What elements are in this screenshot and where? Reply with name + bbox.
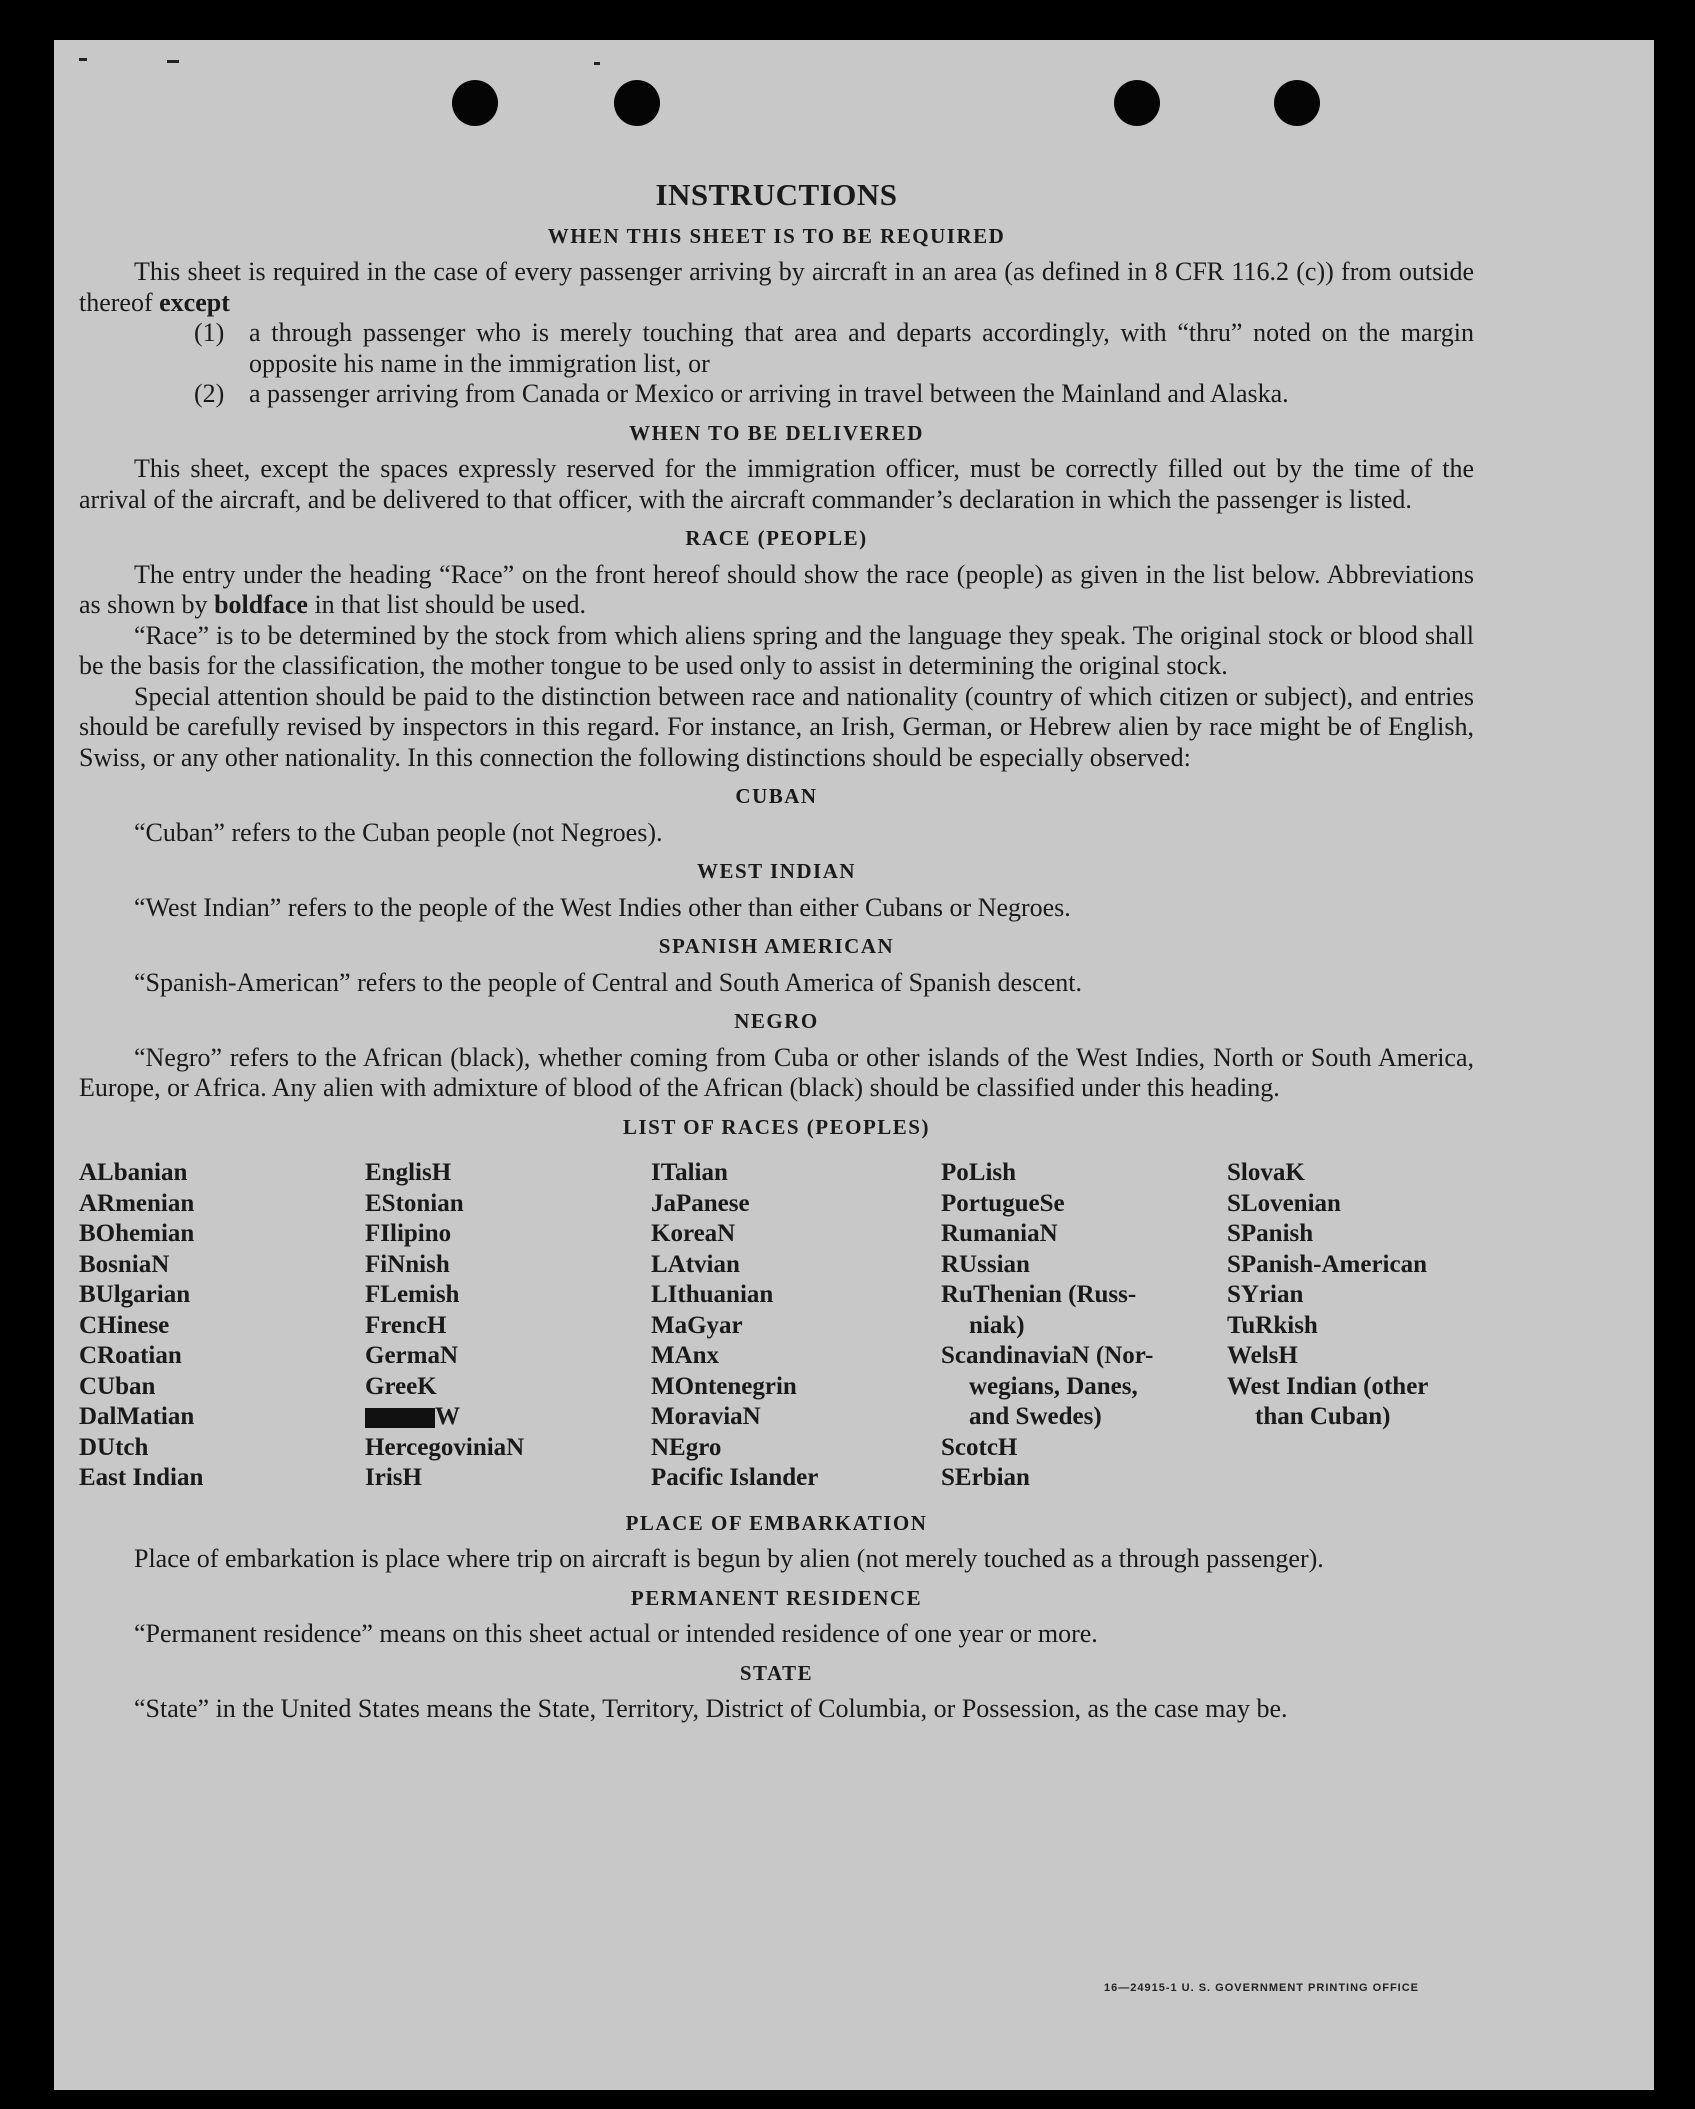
punch-hole [452,80,498,126]
negro-text: “Negro” refers to the African (black), whether coming from Cuba or other islands of the West Indies, North or South America, Europe, or Africa. Any alien with admixture of blood of the African (black) should be classified under this heading. [79,1042,1474,1102]
race-entry-text: W [435,1403,460,1430]
race-entry: FIlipino [365,1220,452,1247]
race-entry: RuThenian (Russ- [941,1281,1137,1308]
race-entry: BUlgarian [79,1281,191,1308]
speck [167,60,179,63]
heading-cuban: CUBAN [735,784,818,808]
race-entry: MOntenegrin [651,1372,797,1400]
race-entry [365,1402,651,1433]
races-column [365,1158,651,1494]
heading-required: WHEN THIS SHEET IS TO BE REQUIRED [547,223,1006,248]
race-entry: MaGyar [651,1311,743,1339]
delivered-text: This sheet, except the spaces expressly reserved for the immigration officer, must be correctly filled out by the time of the arrival of the aircraft, and be delivered to that officer, with the aircraft commander’s declaration in which the passenger is listed. [79,454,1474,514]
race-entry: EStonian [365,1189,464,1217]
redaction-mark [365,1408,435,1428]
speck [594,62,600,65]
race-entry: EnglisH [365,1159,452,1186]
required-item: (1) a through passenger who is merely touching that area and departs accordingly, with “thru” noted on the margin opposite his name in the immigration list, or [194,318,1474,378]
race-entry: DalMatian [79,1403,195,1430]
heading-state: STATE [739,1660,814,1685]
race-entry: wegians, Danes, [969,1372,1138,1400]
race-entry: KoreaN [651,1220,736,1247]
heading-residence: PERMANENT RESIDENCE [630,1585,923,1610]
race-entry: CHinese [79,1311,170,1339]
races-column [941,1158,1227,1494]
cuban-text: “Cuban” refers to the Cuban people (not Negroes). [134,817,663,847]
race-entry: DUtch [79,1433,149,1461]
race-entry: FiNnish [365,1250,450,1278]
heading-delivered: WHEN TO BE DELIVERED [629,420,924,445]
speck [79,58,87,61]
race-entry: WelsH [1227,1342,1298,1369]
race-entry: SPanish [1227,1220,1314,1247]
race-entry: SYrian [1227,1281,1304,1308]
printer-imprint: 16—24915-1 U. S. GOVERNMENT PRINTING OFFICE [1104,1982,1420,1994]
race-entry: Pacific Islander [651,1464,819,1491]
race-entry: SLovenian [1227,1189,1341,1217]
race-entry: GermaN [365,1342,459,1369]
race-entry: BosniaN [79,1250,170,1278]
race-entry: NEgro [651,1433,722,1461]
race-entry: HercegoviniaN [365,1433,525,1461]
races-column [1227,1158,1477,1494]
race-entry: SErbian [941,1464,1030,1491]
punch-hole [1114,80,1160,126]
race-entry: FrencH [365,1311,447,1339]
race-entry: PoLish [941,1159,1017,1186]
race-p3: Special attention should be paid to the distinction between race and nationality (country of which citizen or subject), and entries should be carefully revised by inspectors in this regard. For instance, an Irish, German, or Hebrew alien by race might be of English, Swiss, or any other nationality. In this connection the following distinctions should be especially observed: [79,681,1474,772]
heading-embarkation: PLACE OF EMBARKATION [625,1510,928,1535]
race-entry: East Indian [79,1464,204,1491]
race-entry: SPanish-American [1227,1250,1427,1278]
race-entry: than Cuban) [1255,1403,1391,1430]
punch-hole [1274,80,1320,126]
west-indian-text: “West Indian” refers to the people of the West Indies other than either Cubans or Negroes. [134,892,1071,922]
race-entry: BOhemian [79,1220,195,1247]
race-entry: ARmenian [79,1189,195,1217]
race-entry: CRoatian [79,1342,182,1369]
race-p1: The entry under the heading “Race” on the front hereof should show the race (people) as given in the list below. Abbreviations as shown by boldface in that list should be used. [79,559,1474,619]
race-entry: LIthuanian [651,1281,774,1308]
race-entry: TuRkish [1227,1311,1318,1339]
race-entry: ScotcH [941,1433,1018,1461]
race-entry: FLemish [365,1281,460,1308]
required-intro: This sheet is required in the case of every passenger arriving by aircraft in an area (as defined in 8 CFR 116.2 (c)) from outside thereof except [79,257,1474,317]
race-entry: ALbanian [79,1159,188,1186]
races-column [79,1158,365,1494]
state-text: “State” in the United States means the State, Territory, District of Columbia, or Possession, as the case may be. [134,1694,1288,1723]
race-p2: “Race” is to be determined by the stock from which aliens spring and the language they speak. The original stock or blood shall be the basis for the classification, the mother tongue to be used only to assist in determining the original stock. [79,620,1474,680]
race-entry: and Swedes) [969,1403,1102,1430]
race-entry: MoraviaN [651,1403,761,1430]
page-title: INSTRUCTIONS [655,177,898,212]
race-entry: IrisH [365,1464,422,1491]
race-entry: LAtvian [651,1250,740,1278]
document-sheet [54,40,1654,2090]
heading-spanish-american: SPANISH AMERICAN [658,934,895,958]
required-item: (2) a passenger arriving from Canada or Mexico or arriving in travel between the Mainland and Alaska. [194,379,1289,408]
heading-list: LIST OF RACES (PEOPLES) [623,1114,930,1139]
race-entry: CUban [79,1372,156,1400]
races-list [79,1158,1474,1494]
punch-hole [614,80,660,126]
residence-text: “Permanent residence” means on this sheet actual or intended residence of one year or more. [134,1619,1098,1648]
race-entry: niak) [969,1311,1025,1339]
race-entry: West Indian (other [1227,1372,1429,1400]
races-column [651,1158,941,1494]
race-entry: RUssian [941,1250,1030,1278]
heading-negro: NEGRO [734,1009,819,1033]
race-entry: RumaniaN [941,1220,1058,1247]
spanish-american-text: “Spanish-American” refers to the people of Central and South America of Spanish descent. [134,967,1082,997]
embarkation-text: Place of embarkation is place where trip on aircraft is begun by alien (not merely touched as a through passenger). [134,1544,1324,1573]
heading-race: RACE (PEOPLE) [685,526,868,550]
race-entry: ScandinaviaN (Nor- [941,1342,1154,1369]
race-entry: PortugueSe [941,1189,1065,1217]
race-entry: GreeK [365,1372,437,1400]
race-entry: JaPanese [651,1189,750,1217]
heading-west-indian: WEST INDIAN [696,859,857,883]
instructions-body [79,177,1474,1725]
race-entry: SlovaK [1227,1159,1305,1186]
race-entry: MAnx [651,1342,720,1369]
race-entry: ITalian [651,1159,728,1186]
